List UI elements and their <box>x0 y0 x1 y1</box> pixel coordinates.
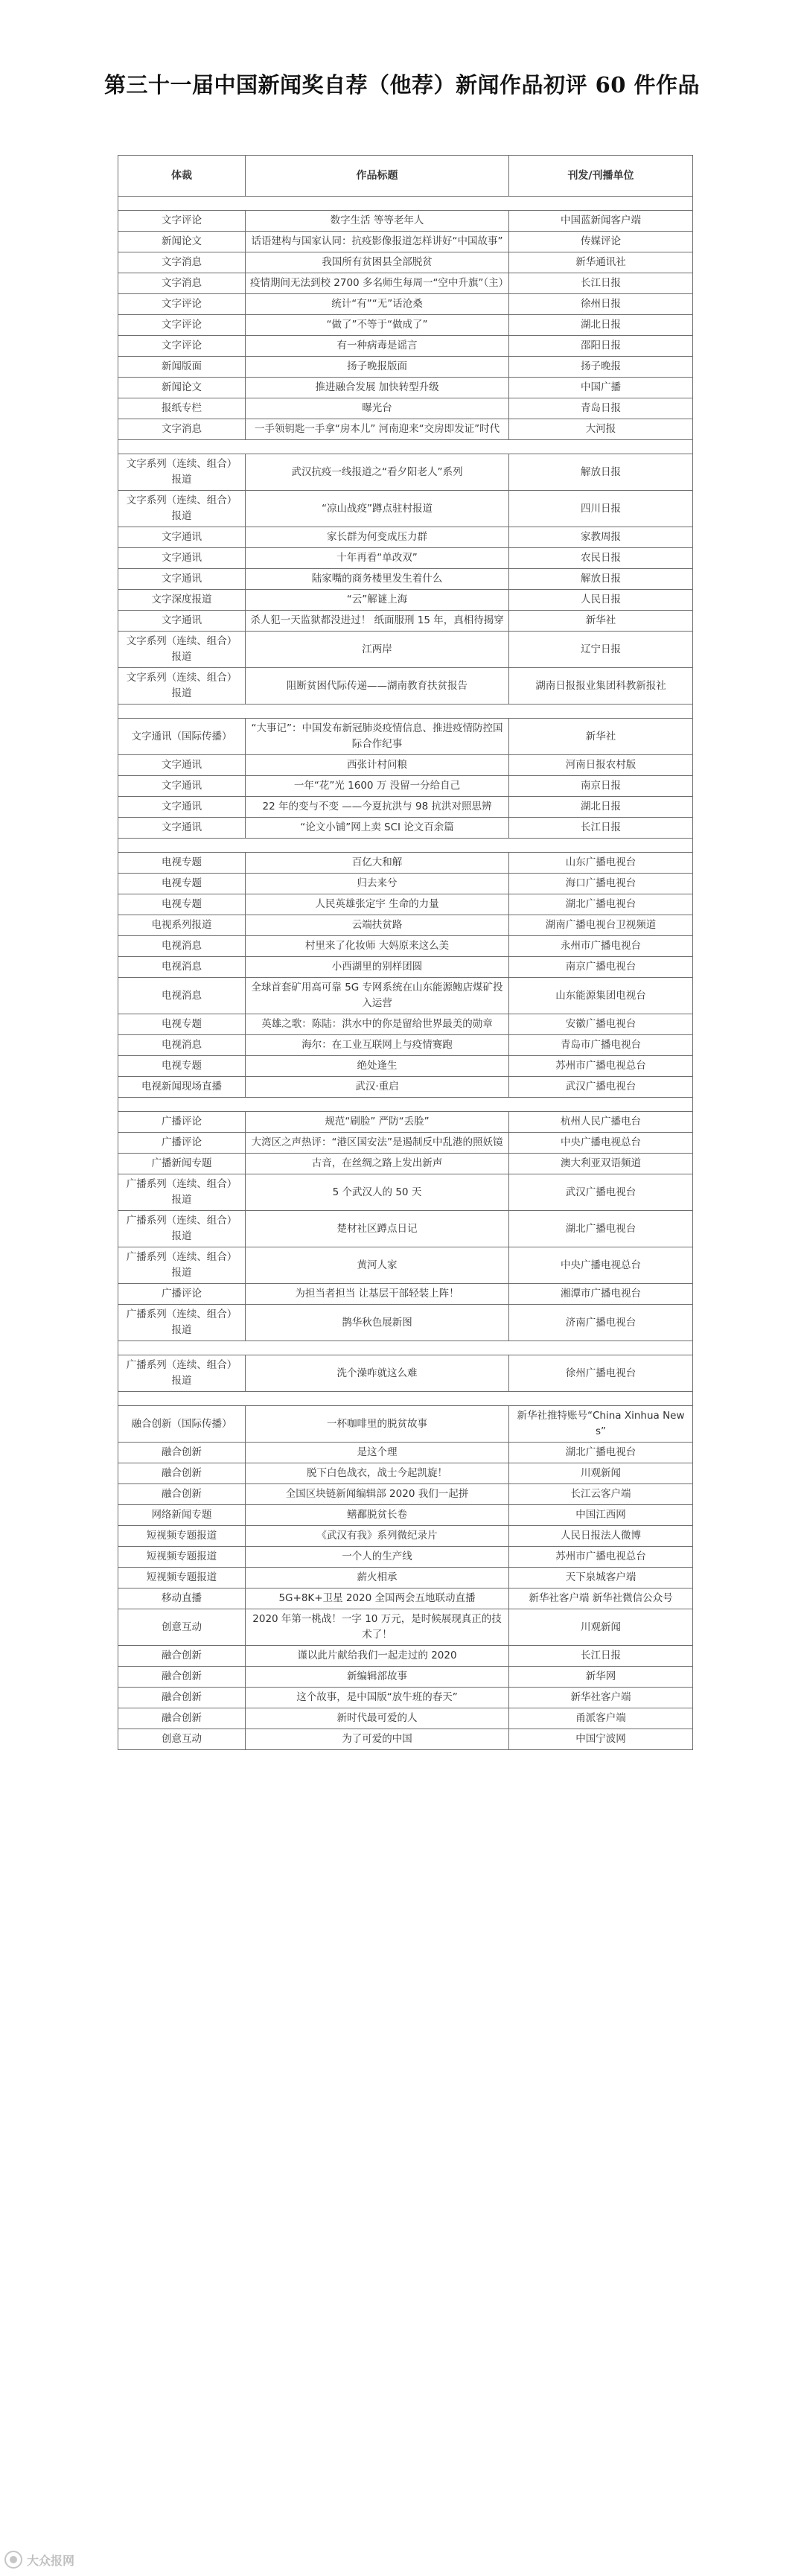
table-row <box>118 454 693 491</box>
cell-unit: 中央广播电视总台 <box>509 1133 693 1154</box>
table-row <box>118 978 693 1014</box>
table-row <box>118 211 693 232</box>
cell-genre: 文字通讯 <box>118 797 246 818</box>
cell-unit: 长江日报 <box>509 818 693 839</box>
cell-title: 英雄之歌：陈陆：洪水中的你是留给世界最美的勋章 <box>246 1014 509 1035</box>
cell-unit: 家教周报 <box>509 527 693 548</box>
cell-unit: 解放日报 <box>509 454 693 491</box>
page-title: 第三十一届中国新闻奖自荐（他荐）新闻作品初评 60 件作品 <box>103 72 701 98</box>
cell-genre: 广播系列（连续、组合）报道 <box>118 1174 246 1211</box>
header-unit: 刊发/刊播单位 <box>509 156 693 197</box>
table-row <box>118 1284 693 1305</box>
cell-title: 阻断贫困代际传递——湖南教育扶贫报告 <box>246 668 509 705</box>
cell-genre: 文字通讯 <box>118 527 246 548</box>
cell-title: 2020 年第一桃战！一字 10 万元，是时候展现真正的技术了！ <box>246 1609 509 1646</box>
cell-unit: 长江云客户端 <box>509 1484 693 1505</box>
cell-genre: 文字通讯 <box>118 569 246 590</box>
cell-genre: 新闻论文 <box>118 378 246 398</box>
cell-genre: 融合创新 <box>118 1708 246 1729</box>
table-row <box>118 232 693 252</box>
cell-unit: 川观新闻 <box>509 1463 693 1484</box>
cell-genre: 文字通讯 <box>118 818 246 839</box>
cell-unit: 天下泉城客户端 <box>509 1568 693 1588</box>
cell-title: 家长群为何变成压力群 <box>246 527 509 548</box>
table-row <box>118 1174 693 1211</box>
separator-cell <box>118 1392 693 1406</box>
cell-unit: 传媒评论 <box>509 232 693 252</box>
separator-row <box>118 839 693 853</box>
cell-title: “大事记”：中国发布新冠肺炎疫情信息、推进疫情防控国际合作纪事 <box>246 719 509 755</box>
cell-genre: 广播评论 <box>118 1284 246 1305</box>
cell-title: 5G+8K+卫星 2020 全国两会五地联动直播 <box>246 1588 509 1609</box>
table-row <box>118 1014 693 1035</box>
cell-genre: 广播评论 <box>118 1112 246 1133</box>
cell-title: “做了”不等于“做成了” <box>246 315 509 336</box>
table-row <box>118 1484 693 1505</box>
cell-unit: 中央广播电视总台 <box>509 1247 693 1284</box>
table-row <box>118 1077 693 1098</box>
cell-unit: 武汉广播电视台 <box>509 1077 693 1098</box>
cell-unit: 湖南日报报业集团科教新报社 <box>509 668 693 705</box>
table-row <box>118 668 693 705</box>
cell-title: 数字生活 等等老年人 <box>246 211 509 232</box>
cell-title: 有一种病毒是谣言 <box>246 336 509 357</box>
cell-unit: 湖北日报 <box>509 315 693 336</box>
cell-genre: 融合创新 <box>118 1484 246 1505</box>
cell-title: 绝处逢生 <box>246 1056 509 1077</box>
table-row <box>118 419 693 440</box>
table-row <box>118 1211 693 1247</box>
table-row <box>118 315 693 336</box>
cell-unit: 苏州市广播电视总台 <box>509 1547 693 1568</box>
separator-row <box>118 1098 693 1112</box>
separator-row <box>118 440 693 454</box>
cell-genre: 报纸专栏 <box>118 398 246 419</box>
cell-title: 为担当者担当 让基层干部轻装上阵！ <box>246 1284 509 1305</box>
table-row <box>118 1154 693 1174</box>
table-row <box>118 378 693 398</box>
cell-genre: 文字通讯 <box>118 611 246 632</box>
cell-genre: 网络新闻专题 <box>118 1505 246 1526</box>
cell-genre: 广播系列（连续、组合）报道 <box>118 1247 246 1284</box>
cell-title: 黄河人家 <box>246 1247 509 1284</box>
cell-title: 一手领钥匙一手拿“房本儿” 河南迎来“交房即发证”时代 <box>246 419 509 440</box>
table-row <box>118 755 693 776</box>
cell-unit: 杭州人民广播电台 <box>509 1112 693 1133</box>
cell-unit: 中国广播 <box>509 378 693 398</box>
cell-unit: 南京广播电视台 <box>509 957 693 978</box>
cell-unit: 永州市广播电视台 <box>509 936 693 957</box>
cell-unit: 中国江西网 <box>509 1505 693 1526</box>
separator-cell <box>118 705 693 719</box>
cell-title: 扬子晚报版面 <box>246 357 509 378</box>
cell-genre: 电视消息 <box>118 978 246 1014</box>
cell-title: 推进融合发展 加快转型升级 <box>246 378 509 398</box>
table-row <box>118 527 693 548</box>
cell-genre: 文字系列（连续、组合）报道 <box>118 632 246 668</box>
cell-unit: 青岛日报 <box>509 398 693 419</box>
cell-genre: 融合创新 <box>118 1688 246 1708</box>
watermark-text: 大众报网 <box>27 2553 75 2568</box>
table-row <box>118 957 693 978</box>
table-row <box>118 357 693 378</box>
cell-title: 西张计村问粮 <box>246 755 509 776</box>
table-row <box>118 398 693 419</box>
table-row <box>118 1609 693 1646</box>
separator-row <box>118 1392 693 1406</box>
cell-genre: 融合创新 <box>118 1667 246 1688</box>
cell-title: 一个人的生产线 <box>246 1547 509 1568</box>
cell-title: 武汉抗疫一线报道之“看夕阳老人”系列 <box>246 454 509 491</box>
cell-unit: 新华通讯社 <box>509 252 693 273</box>
watermark-logo-icon <box>4 2551 22 2569</box>
cell-unit: 山东广播电视台 <box>509 853 693 874</box>
table-row <box>118 548 693 569</box>
cell-title: 是这个理 <box>246 1443 509 1463</box>
cell-genre: 电视专题 <box>118 853 246 874</box>
cell-unit: 长江日报 <box>509 273 693 294</box>
cell-genre: 文字深度报道 <box>118 590 246 611</box>
cell-title: 大湾区之声热评：“港区国安法”是遏制反中乱港的照妖镜 <box>246 1133 509 1154</box>
separator-row <box>118 1341 693 1355</box>
cell-title: 全国区块链新闻编辑部 2020 我们一起拼 <box>246 1484 509 1505</box>
table-row <box>118 1355 693 1392</box>
cell-unit: 徐州日报 <box>509 294 693 315</box>
table-row <box>118 1406 693 1443</box>
cell-title: 鳝鄱脱贫长卷 <box>246 1505 509 1526</box>
cell-title: 杀人犯一天监狱都没进过！ 纸面服刑 15 年，真相待揭穿 <box>246 611 509 632</box>
cell-genre: 文字通讯（国际传播） <box>118 719 246 755</box>
cell-unit: 长江日报 <box>509 1646 693 1667</box>
cell-title: 陆家嘴的商务楼里发生着什么 <box>246 569 509 590</box>
cell-title: 归去来兮 <box>246 874 509 894</box>
table-row <box>118 1133 693 1154</box>
cell-title: 江两岸 <box>246 632 509 668</box>
cell-genre: 广播新闻专题 <box>118 1154 246 1174</box>
cell-title: 疫情期间无法到校 2700 多名师生每周一“空中升旗”（主） <box>246 273 509 294</box>
cell-title: 古音，在丝绸之路上发出新声 <box>246 1154 509 1174</box>
cell-title: 全球首套矿用高可靠 5G 专网系统在山东能源鲍店煤矿投入运营 <box>246 978 509 1014</box>
cell-unit: 海口广播电视台 <box>509 874 693 894</box>
separator-row <box>118 705 693 719</box>
cell-genre: 电视专题 <box>118 874 246 894</box>
cell-unit: 扬子晚报 <box>509 357 693 378</box>
separator-cell <box>118 440 693 454</box>
cell-title: 我国所有贫困县全部脱贫 <box>246 252 509 273</box>
cell-genre: 移动直播 <box>118 1588 246 1609</box>
cell-unit: 湖北广播电视台 <box>509 1211 693 1247</box>
cell-unit: 新华社 <box>509 611 693 632</box>
table-row <box>118 853 693 874</box>
cell-genre: 电视专题 <box>118 1056 246 1077</box>
cell-title: “凉山战疫”蹲点驻村报道 <box>246 491 509 527</box>
table-row <box>118 1505 693 1526</box>
table-row <box>118 1443 693 1463</box>
cell-unit: 新华社推特账号“China Xinhua News” <box>509 1406 693 1443</box>
table-row <box>118 1547 693 1568</box>
cell-genre: 文字通讯 <box>118 755 246 776</box>
cell-title: 《武汉有我》系列微纪录片 <box>246 1526 509 1547</box>
table-row <box>118 273 693 294</box>
separator-cell <box>118 1341 693 1355</box>
cell-title: 一杯咖啡里的脱贫故事 <box>246 1406 509 1443</box>
cell-genre: 文字评论 <box>118 315 246 336</box>
header-genre: 体裁 <box>118 156 246 197</box>
table-row <box>118 1729 693 1750</box>
cell-title: 话语建构与国家认同：抗疫影像报道怎样讲好“中国故事” <box>246 232 509 252</box>
cell-title: 人民英雄张定宇 生命的力量 <box>246 894 509 915</box>
cell-unit: 甬派客户端 <box>509 1708 693 1729</box>
table-row <box>118 1667 693 1688</box>
cell-unit: 湘潭市广播电视台 <box>509 1284 693 1305</box>
table-row <box>118 611 693 632</box>
cell-unit: 中国蓝新闻客户端 <box>509 211 693 232</box>
cell-genre: 广播评论 <box>118 1133 246 1154</box>
cell-unit: 四川日报 <box>509 491 693 527</box>
table-row <box>118 1688 693 1708</box>
cell-title: 楚材社区蹲点日记 <box>246 1211 509 1247</box>
cell-genre: 广播系列（连续、组合）报道 <box>118 1355 246 1392</box>
cell-unit: 徐州广播电视台 <box>509 1355 693 1392</box>
cell-title: “云”解谜上海 <box>246 590 509 611</box>
table-row <box>118 1526 693 1547</box>
table-row <box>118 1708 693 1729</box>
cell-title: 十年再看“单改双” <box>246 548 509 569</box>
cell-title: 村里来了化妆师 大妈原来这么美 <box>246 936 509 957</box>
cell-title: 这个故事，是中国版“放牛班的春天” <box>246 1688 509 1708</box>
table-row <box>118 1568 693 1588</box>
cell-genre: 文字通讯 <box>118 548 246 569</box>
cell-unit: 新华社客户端 新华社微信公众号 <box>509 1588 693 1609</box>
cell-genre: 电视系列报道 <box>118 915 246 936</box>
table-row <box>118 491 693 527</box>
cell-genre: 文字消息 <box>118 273 246 294</box>
cell-genre: 电视专题 <box>118 894 246 915</box>
table-row <box>118 1112 693 1133</box>
cell-genre: 短视频专题报道 <box>118 1526 246 1547</box>
cell-unit: 湖北广播电视台 <box>509 894 693 915</box>
cell-title: 5 个武汉人的 50 天 <box>246 1174 509 1211</box>
cell-genre: 文字系列（连续、组合）报道 <box>118 454 246 491</box>
cell-title: 新时代最可爱的人 <box>246 1708 509 1729</box>
cell-title: 统计“有”“无”话沧桑 <box>246 294 509 315</box>
cell-unit: 武汉广播电视台 <box>509 1174 693 1211</box>
table-header-row <box>118 156 693 197</box>
cell-unit: 湖北广播电视台 <box>509 1443 693 1463</box>
cell-unit: 安徽广播电视台 <box>509 1014 693 1035</box>
table-row <box>118 719 693 755</box>
cell-unit: 山东能源集团电视台 <box>509 978 693 1014</box>
cell-genre: 融合创新 <box>118 1443 246 1463</box>
cell-genre: 文字通讯 <box>118 776 246 797</box>
table-row <box>118 294 693 315</box>
cell-genre: 电视消息 <box>118 936 246 957</box>
cell-genre: 融合创新 <box>118 1646 246 1667</box>
table-row <box>118 936 693 957</box>
cell-genre: 电视消息 <box>118 957 246 978</box>
cell-unit: 澳大利亚双语频道 <box>509 1154 693 1174</box>
cell-unit: 苏州市广播电视总台 <box>509 1056 693 1077</box>
table-row <box>118 632 693 668</box>
cell-title: 脱下白色战衣，战士今起凯旋！ <box>246 1463 509 1484</box>
cell-genre: 文字消息 <box>118 419 246 440</box>
cell-genre: 创意互动 <box>118 1609 246 1646</box>
cell-title: 百亿大和解 <box>246 853 509 874</box>
cell-genre: 创意互动 <box>118 1729 246 1750</box>
cell-title: 谨以此片献给我们一起走过的 2020 <box>246 1646 509 1667</box>
cell-title: “论文小铺”网上卖 SCI 论文百余篇 <box>246 818 509 839</box>
cell-title: 鹊华秋色展新图 <box>246 1305 509 1341</box>
table-row <box>118 797 693 818</box>
table-row <box>118 1463 693 1484</box>
cell-unit: 邵阳日报 <box>509 336 693 357</box>
table-row <box>118 818 693 839</box>
table-row <box>118 336 693 357</box>
table-row <box>118 1305 693 1341</box>
cell-unit: 人民日报法人微博 <box>509 1526 693 1547</box>
cell-unit: 湖北日报 <box>509 797 693 818</box>
separator-cell <box>118 839 693 853</box>
cell-title: 海尔：在工业互联网上与疫情赛跑 <box>246 1035 509 1056</box>
cell-genre: 文字消息 <box>118 252 246 273</box>
table-row <box>118 590 693 611</box>
cell-title: 22 年的变与不变 ——今夏抗洪与 98 抗洪对照思辨 <box>246 797 509 818</box>
cell-genre: 文字评论 <box>118 211 246 232</box>
cell-genre: 文字系列（连续、组合）报道 <box>118 491 246 527</box>
works-table <box>118 155 693 1750</box>
cell-title: 薪火相承 <box>246 1568 509 1588</box>
cell-title: 云端扶贫路 <box>246 915 509 936</box>
cell-title: 一年“花”光 1600 万 没留一分给自己 <box>246 776 509 797</box>
cell-title: 新编辑部故事 <box>246 1667 509 1688</box>
table-row <box>118 894 693 915</box>
table-row <box>118 252 693 273</box>
cell-genre: 广播系列（连续、组合）报道 <box>118 1211 246 1247</box>
separator-cell <box>118 197 693 211</box>
cell-unit: 南京日报 <box>509 776 693 797</box>
table-row <box>118 1588 693 1609</box>
cell-unit: 解放日报 <box>509 569 693 590</box>
header-title: 作品标题 <box>246 156 509 197</box>
cell-genre: 融合创新（国际传播） <box>118 1406 246 1443</box>
cell-unit: 农民日报 <box>509 548 693 569</box>
cell-unit: 辽宁日报 <box>509 632 693 668</box>
watermark <box>4 2548 124 2571</box>
cell-unit: 新华社客户端 <box>509 1688 693 1708</box>
cell-unit: 大河报 <box>509 419 693 440</box>
cell-unit: 河南日报农村版 <box>509 755 693 776</box>
cell-title: 曝光台 <box>246 398 509 419</box>
separator-cell <box>118 1098 693 1112</box>
table-row <box>118 1056 693 1077</box>
cell-genre: 电视消息 <box>118 1035 246 1056</box>
cell-unit: 湖南广播电视台卫视频道 <box>509 915 693 936</box>
cell-unit: 中国宁波网 <box>509 1729 693 1750</box>
separator-row <box>118 197 693 211</box>
table-row <box>118 1646 693 1667</box>
cell-genre: 电视专题 <box>118 1014 246 1035</box>
cell-unit: 人民日报 <box>509 590 693 611</box>
table-row <box>118 1035 693 1056</box>
table-row <box>118 1247 693 1284</box>
cell-title: 小西湖里的别样团圆 <box>246 957 509 978</box>
cell-genre: 新闻版面 <box>118 357 246 378</box>
cell-unit: 新华网 <box>509 1667 693 1688</box>
cell-unit: 新华社 <box>509 719 693 755</box>
cell-genre: 文字系列（连续、组合）报道 <box>118 668 246 705</box>
cell-title: 为了可爱的中国 <box>246 1729 509 1750</box>
cell-genre: 融合创新 <box>118 1463 246 1484</box>
cell-unit: 青岛市广播电视台 <box>509 1035 693 1056</box>
cell-genre: 文字评论 <box>118 336 246 357</box>
cell-genre: 新闻论文 <box>118 232 246 252</box>
cell-title: 武汉·重启 <box>246 1077 509 1098</box>
cell-genre: 短视频专题报道 <box>118 1547 246 1568</box>
cell-title: 洗个澡咋就这么难 <box>246 1355 509 1392</box>
table-row <box>118 874 693 894</box>
table-row <box>118 915 693 936</box>
table-row <box>118 569 693 590</box>
cell-genre: 电视新闻现场直播 <box>118 1077 246 1098</box>
cell-genre: 文字评论 <box>118 294 246 315</box>
cell-unit: 川观新闻 <box>509 1609 693 1646</box>
cell-genre: 广播系列（连续、组合）报道 <box>118 1305 246 1341</box>
table-body <box>118 197 693 1750</box>
cell-unit: 济南广播电视台 <box>509 1305 693 1341</box>
cell-genre: 短视频专题报道 <box>118 1568 246 1588</box>
table-row <box>118 776 693 797</box>
cell-title: 规范“刷脸” 严防“丢脸” <box>246 1112 509 1133</box>
